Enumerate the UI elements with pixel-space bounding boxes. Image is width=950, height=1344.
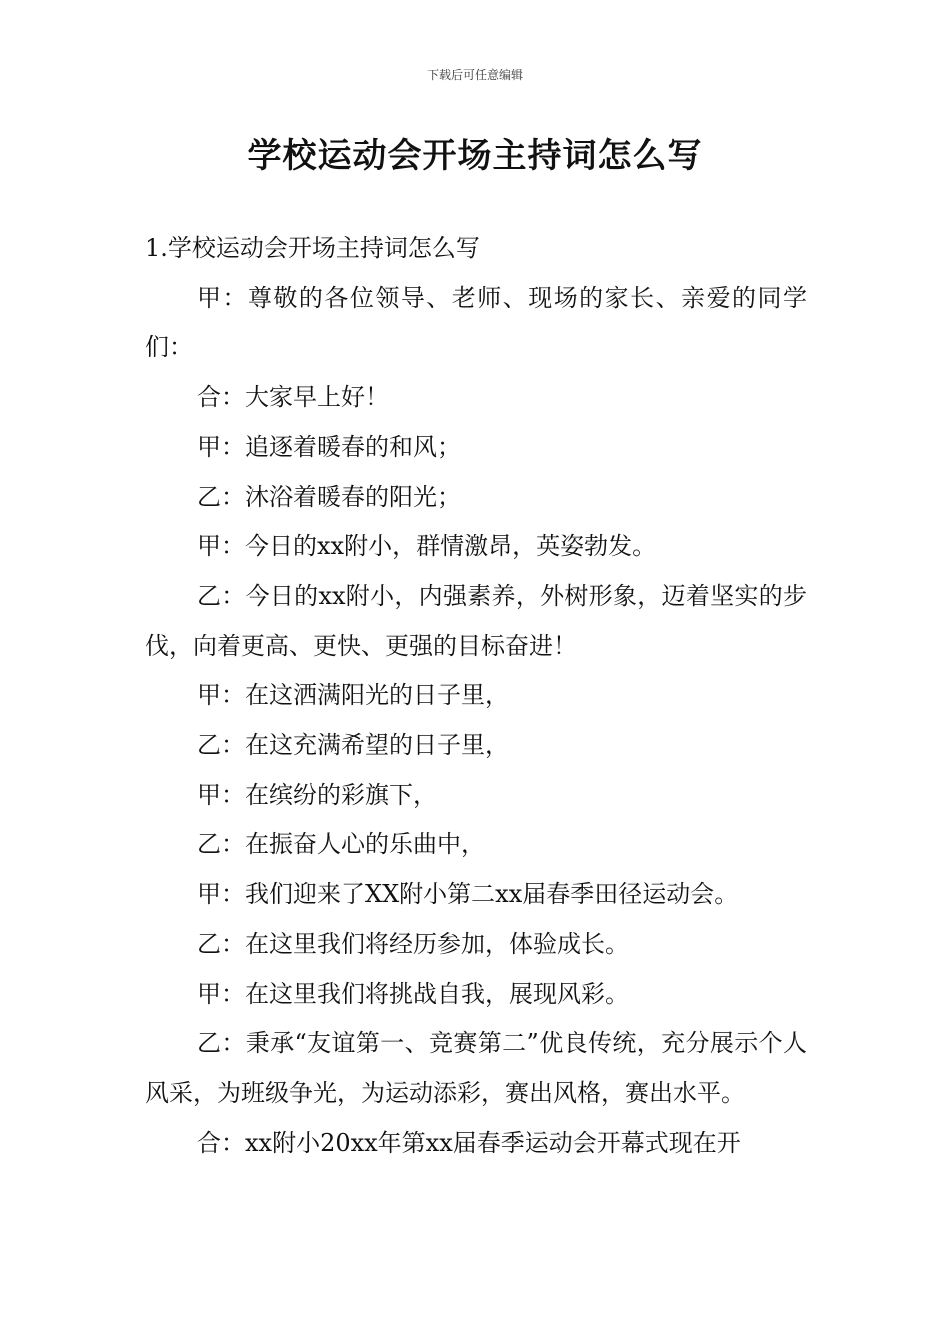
section-heading: 1.学校运动会开场主持词怎么写 [145,234,480,262]
paragraph: 甲：我们迎来了XX附小第二xx届春季田径运动会。 [197,880,739,909]
paragraph: 乙：秉承“友谊第一、竞赛第二”优良传统，充分展示个人风采，为班级争光，为运动添彩，赛出风格，赛出水平。 [145,1029,807,1107]
paragraph: 合：大家早上好！ [197,383,389,412]
paragraph: 甲：在这里我们将挑战自我，展现风彩。 [197,979,629,1008]
paragraph: 甲：在缤纷的彩旗下， [197,780,437,809]
paragraph: 甲：尊敬的各位领导、老师、现场的家长、亲爱的同学们： [145,283,807,362]
paragraph: 乙：在振奋人心的乐曲中， [197,830,485,859]
paragraph: 乙：在这充满希望的日子里， [197,731,509,760]
paragraph: 甲：在这洒满阳光的日子里， [197,681,509,710]
document-body [145,224,807,1168]
paragraph: 合：xx附小20xx年第xx届春季运动会开幕式现在开 [197,1128,741,1157]
document-title: 学校运动会开场主持词怎么写 [247,136,703,176]
paragraph: 甲：追逐着暖春的和风； [197,432,461,461]
paragraph: 甲：今日的xx附小，群情激昂，英姿勃发。 [197,532,657,561]
paragraph: 乙：在这里我们将经历参加，体验成长。 [197,929,629,958]
paragraph: 乙：沐浴着暖春的阳光； [197,482,461,511]
header-note: 下载后可任意编辑 [426,68,523,82]
paragraph: 乙：今日的xx附小，内强素养，外树形象，迈着坚实的步伐，向着更高、更快、更强的目标奋进！ [145,581,807,660]
